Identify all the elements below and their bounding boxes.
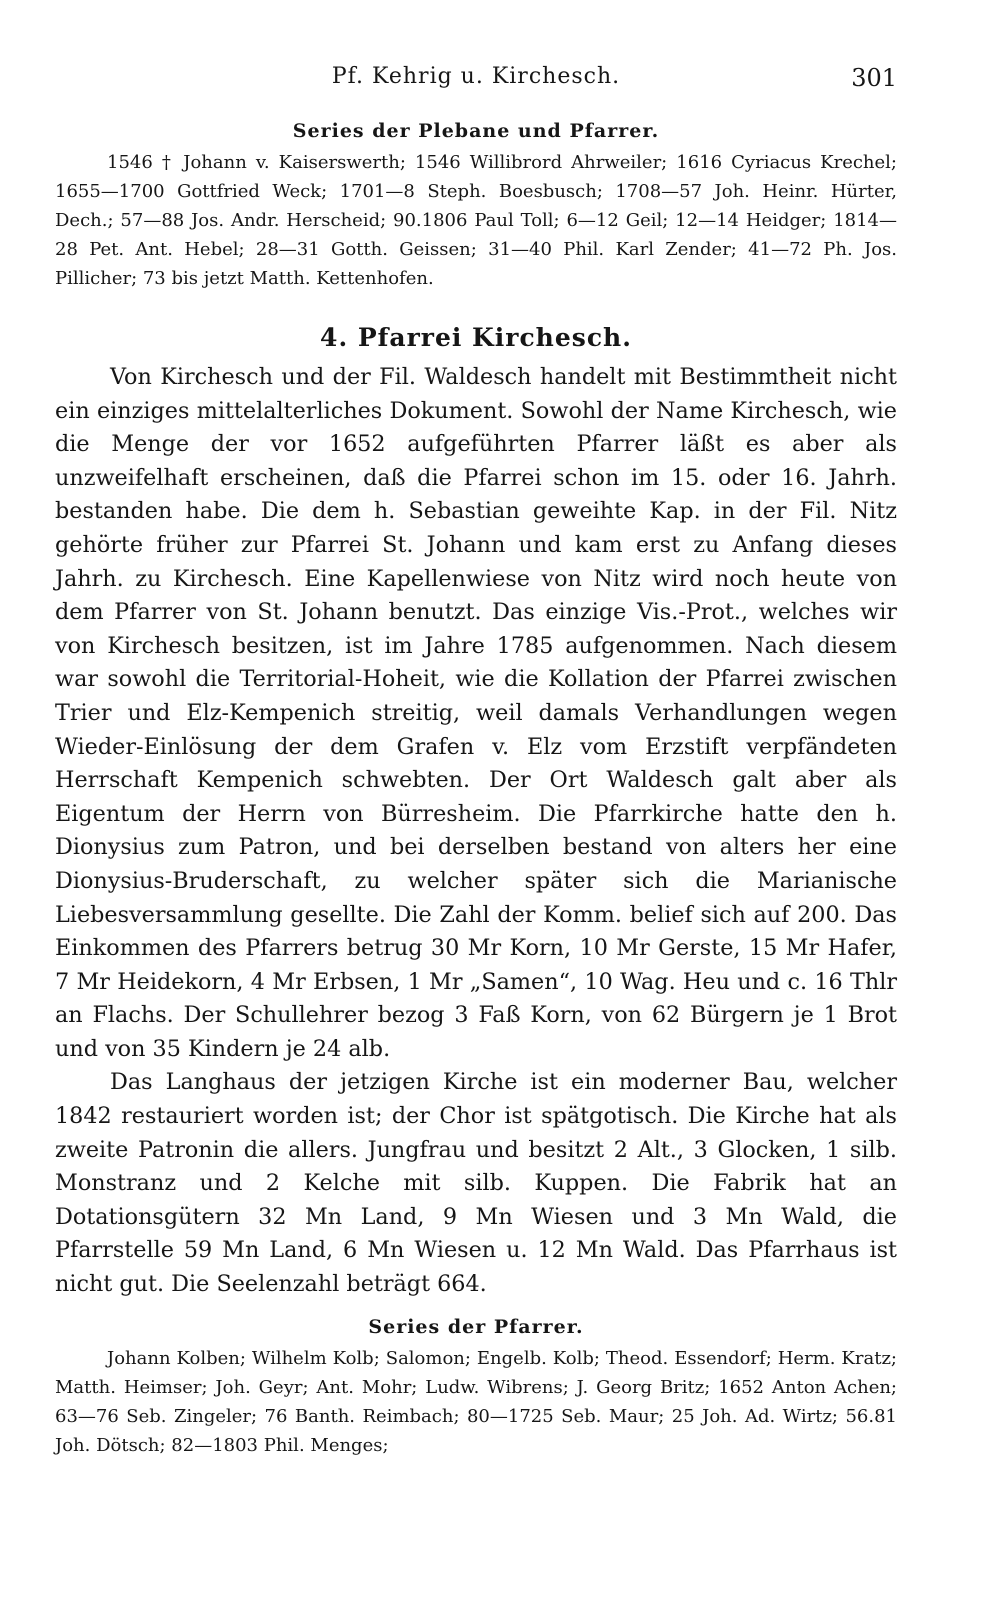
- body-paragraph-2: Das Langhaus der jetzigen Kirche ist ein moderner Bau, welcher 1842 restauriert worden ist; der Chor ist spätgotisch. Die Kirche hat als zweite Patronin die allers. Jungfrau und besitzt 2 Alt., 3 Glocken, 1 silb. Monstranz und 2 Kelche mit silb. Kuppen. Die Fabrik hat an Dotationsgütern 32 Mn Land, 9 Mn Wiesen und 3 Mn Wald, die Pfarrstelle 59 Mn Land, 6 Mn Wiesen u. 12 Mn Wald. Das Pfarrhaus ist nicht gut. Die Seelenzahl beträgt 664.: [55, 1069, 897, 1298]
- body-paragraph-1: Von Kirchesch und der Fil. Waldesch handelt mit Bestimmtheit nicht ein einziges mittelalterliches Dokument. Sowohl der Name Kirchesch, wie die Menge der vor 1652 aufgeführten Pfarrer läßt es aber als unzweifelhaft erscheinen, daß die Pfarrei schon im 15. oder 16. Jahrh. bestanden habe. Die dem h. Sebastian geweihte Kap. in der Fil. Nitz gehörte früher zur Pfarrei St. Johann und kam erst zu Anfang dieses Jahrh. zu Kirchesch. Eine Kapellenwiese von Nitz wird noch heute von dem Pfarrer von St. Johann benutzt. Das einzige Vis.-Prot., welches wir von Kirchesch besitzen, ist im Jahre 1785 aufgenommen. Nach diesem war sowohl die Territorial-Hoheit, wie die Kollation der Pfarrei zwischen Trier und Elz-Kempenich streitig, weil damals Verhandlungen wegen Wieder-Einlösung der dem Grafen v. Elz vom Erzstift verpfändeten Herrschaft Kempenich schwebten. Der Ort Waldesch galt aber als Eigentum der Herrn von Bürresheim. Die Pfarrkirche hatte den h. Dionysius zum Patron, und bei derselben bestand von alters her eine Dionysius-Bruderschaft, zu welcher später sich die Marianische Liebesversammlung gesellte. Die Zahl der Komm. belief sich auf 200. Das Einkommen des Pfarrers betrug 30 Mr Korn, 10 Mr Gerste, 15 Mr Hafer, 7 Mr Heidekorn, 4 Mr Erbsen, 1 Mr „Samen“, 10 Wag. Heu und c. 16 Thlr an Flachs. Der Schullehrer bezog 3 Faß Korn, von 62 Bürgern je 1 Brot und von 35 Kindern je 24 alb.: [55, 364, 897, 1062]
- series-pfarrer-heading: Series der Pfarrer.: [368, 1315, 584, 1338]
- book-page: [55, 58, 897, 1460]
- running-head: [55, 58, 897, 98]
- chapter-heading: 4. Pfarrei Kirchesch.: [320, 323, 632, 352]
- series-plebane-text: 1546 † Johann v. Kaiserswerth; 1546 Willibrord Ahrweiler; 1616 Cyriacus Krechel; 1655—1700 Gottfried Weck; 1701—8 Steph. Boesbusch; 1708—57 Joh. Heinr. Hürter, Dech.; 57—88 Jos. Andr. Herscheid; 90.1806 Paul Toll; 6—12 Geil; 12—14 Heidger; 1814—28 Pet. Ant. Hebel; 28—31 Gotth. Geissen; 31—40 Phil. Karl Zender; 41—72 Ph. Jos. Pillicher; 73 bis jetzt Matth. Kettenhofen.: [55, 152, 897, 289]
- series-pfarrer-text: Johann Kolben; Wilhelm Kolb; Salomon; Engelb. Kolb; Theod. Essendorf; Herm. Kratz; Matth. Heimser; Joh. Geyr; Ant. Mohr; Ludw. Wibrens; J. Georg Britz; 1652 Anton Achen; 63—76 Seb. Zingeler; 76 Banth. Reimbach; 80—1725 Seb. Maur; 25 Joh. Ad. Wirtz; 56.81 Joh. Dötsch; 82—1803 Phil. Menges;: [55, 1347, 897, 1456]
- series-plebane-heading: Series der Plebane und Pfarrer.: [292, 120, 660, 142]
- running-head-title: Pf. Kehrig u. Kirchesch.: [331, 64, 621, 89]
- page-number: 301: [851, 64, 897, 92]
